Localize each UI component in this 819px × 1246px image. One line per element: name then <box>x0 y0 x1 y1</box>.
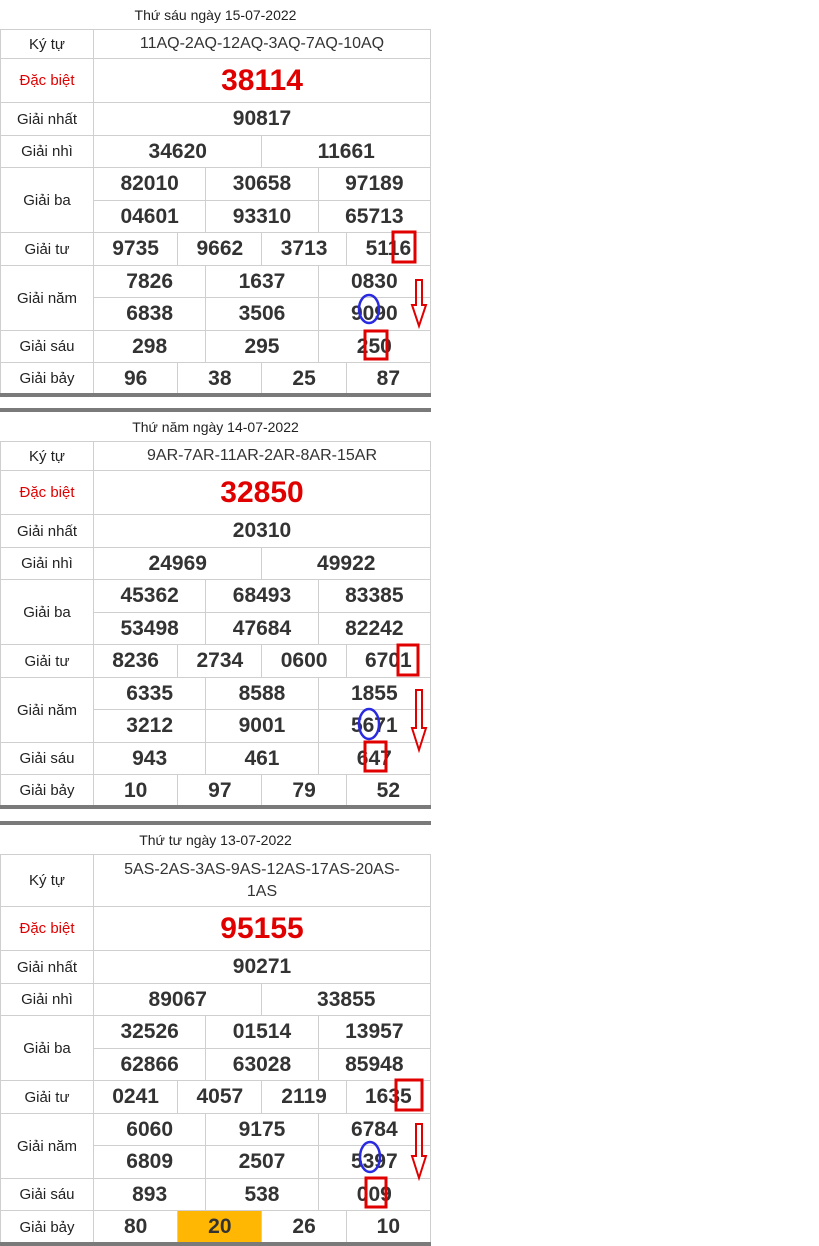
giai-ba-label: Giải ba <box>1 168 94 233</box>
giai-sau-label: Giải sáu <box>1 743 94 775</box>
giai-nhi-value: 34620 <box>94 136 262 168</box>
ky-tu-value: 11AQ-2AQ-12AQ-3AQ-7AQ-10AQ <box>94 30 431 59</box>
giai-nam-value: 9175 <box>206 1114 318 1146</box>
giai-bay-value: 96 <box>94 363 178 395</box>
giai-sau-value: 943 <box>94 743 206 775</box>
giai-nam-value: 6838 <box>94 298 206 331</box>
giai-tu-value: 3713 <box>262 233 346 266</box>
giai-tu-value: 4057 <box>178 1081 262 1114</box>
giai-ba-value: 04601 <box>94 201 206 233</box>
giai-ba-value: 68493 <box>206 580 318 613</box>
giai-nhi-value: 11661 <box>262 136 431 168</box>
giai-nhat-value: 90271 <box>94 951 431 984</box>
giai-sau-value: 298 <box>94 331 206 363</box>
giai-nhat-label: Giải nhất <box>1 951 94 984</box>
giai-ba-value: 82242 <box>318 613 430 645</box>
giai-nam-label: Giải năm <box>1 678 94 743</box>
giai-nhi-label: Giải nhì <box>1 136 94 168</box>
giai-bay-value: 97 <box>178 775 262 807</box>
draw-block-3 <box>0 825 431 1246</box>
giai-tu-label: Giải tư <box>1 1081 94 1114</box>
giai-sau-value: 647 <box>318 743 430 775</box>
giai-nam-value: 1637 <box>206 266 318 298</box>
giai-tu-label: Giải tư <box>1 233 94 266</box>
giai-tu-value: 2734 <box>178 645 262 678</box>
results-table <box>0 29 431 395</box>
giai-ba-value: 45362 <box>94 580 206 613</box>
giai-ba-value: 85948 <box>318 1049 430 1081</box>
giai-ba-value: 97189 <box>318 168 430 201</box>
giai-nam-value: 7826 <box>94 266 206 298</box>
giai-nhi-value: 89067 <box>94 984 262 1016</box>
giai-nhat-value: 90817 <box>94 103 431 136</box>
giai-ba-value: 30658 <box>206 168 318 201</box>
giai-ba-value: 82010 <box>94 168 206 201</box>
giai-sau-value: 250 <box>318 331 430 363</box>
giai-ba-value: 47684 <box>206 613 318 645</box>
results-table <box>0 441 431 807</box>
giai-nam-value: 0830 <box>318 266 430 298</box>
ky-tu-value: 9AR-7AR-11AR-2AR-8AR-15AR <box>94 442 431 471</box>
giai-tu-value: 0600 <box>262 645 346 678</box>
giai-ba-label: Giải ba <box>1 1016 94 1081</box>
ky-tu-value <box>94 855 431 907</box>
giai-tu-value: 9735 <box>94 233 178 266</box>
draw-header: Thứ năm ngày 14-07-2022 <box>132 418 299 435</box>
dac-biet-value: 95155 <box>94 907 431 951</box>
giai-nam-value: 8588 <box>206 678 318 710</box>
giai-bay-value: 87 <box>346 363 430 395</box>
giai-nam-label: Giải năm <box>1 266 94 331</box>
giai-nam-value: 5397 <box>318 1146 430 1179</box>
giai-bay-value: 80 <box>94 1211 178 1244</box>
giai-tu-value: 0241 <box>94 1081 178 1114</box>
giai-nam-value: 5671 <box>318 710 430 743</box>
ky-tu-label: Ký tự <box>1 30 94 59</box>
giai-nam-value: 2507 <box>206 1146 318 1179</box>
giai-bay-value: 26 <box>262 1211 346 1244</box>
giai-nhi-value: 33855 <box>262 984 431 1016</box>
giai-sau-value: 538 <box>206 1179 318 1211</box>
giai-ba-value: 63028 <box>206 1049 318 1081</box>
giai-sau-label: Giải sáu <box>1 331 94 363</box>
giai-tu-value: 9662 <box>178 233 262 266</box>
giai-ba-value: 62866 <box>94 1049 206 1081</box>
giai-nhat-label: Giải nhất <box>1 103 94 136</box>
giai-ba-value: 65713 <box>318 201 430 233</box>
dac-biet-label: Đặc biệt <box>1 59 94 103</box>
draw-block-1 <box>0 0 431 398</box>
giai-nam-value: 6809 <box>94 1146 206 1179</box>
giai-bay-label: Giải bảy <box>1 363 94 395</box>
giai-sau-label: Giải sáu <box>1 1179 94 1211</box>
ky-tu-label: Ký tự <box>1 855 94 907</box>
giai-ba-value: 93310 <box>206 201 318 233</box>
giai-ba-value: 83385 <box>318 580 430 613</box>
dac-biet-label: Đặc biệt <box>1 907 94 951</box>
giai-tu-label: Giải tư <box>1 645 94 678</box>
giai-bay-value-highlighted: 20 <box>178 1211 262 1244</box>
giai-sau-value: 461 <box>206 743 318 775</box>
giai-nhi-value: 24969 <box>94 548 262 580</box>
giai-ba-value: 01514 <box>206 1016 318 1049</box>
ky-tu-label: Ký tự <box>1 442 94 471</box>
dac-biet-value: 32850 <box>94 471 431 515</box>
giai-bay-value: 10 <box>94 775 178 807</box>
ky-tu-text: 5AS-2AS-3AS-9AS-12AS-17AS-20AS-1AS <box>124 860 400 900</box>
giai-tu-value: 8236 <box>94 645 178 678</box>
giai-nam-value: 9001 <box>206 710 318 743</box>
dac-biet-label: Đặc biệt <box>1 471 94 515</box>
giai-bay-value: 52 <box>346 775 430 807</box>
giai-bay-label: Giải bảy <box>1 1211 94 1244</box>
giai-tu-value: 5116 <box>346 233 430 266</box>
giai-bay-label: Giải bảy <box>1 775 94 807</box>
giai-nam-value: 9090 <box>318 298 430 331</box>
section-divider <box>0 393 431 397</box>
giai-tu-value: 2119 <box>262 1081 346 1114</box>
giai-nam-value: 6784 <box>318 1114 430 1146</box>
section-divider <box>0 805 431 809</box>
giai-nam-value: 3212 <box>94 710 206 743</box>
giai-tu-value: 6701 <box>346 645 430 678</box>
giai-nam-value: 6060 <box>94 1114 206 1146</box>
draw-header: Thứ tư ngày 13-07-2022 <box>139 831 292 848</box>
giai-nhi-label: Giải nhì <box>1 984 94 1016</box>
giai-nam-label: Giải năm <box>1 1114 94 1179</box>
giai-sau-value: 009 <box>318 1179 430 1211</box>
giai-bay-value: 25 <box>262 363 346 395</box>
giai-bay-value: 10 <box>346 1211 430 1244</box>
giai-sau-value: 295 <box>206 331 318 363</box>
draw-block-2 <box>0 412 431 810</box>
draw-header: Thứ sáu ngày 15-07-2022 <box>134 6 297 23</box>
giai-nam-value: 1855 <box>318 678 430 710</box>
giai-nhat-value: 20310 <box>94 515 431 548</box>
dac-biet-value: 38114 <box>94 59 431 103</box>
giai-bay-value: 38 <box>178 363 262 395</box>
giai-nhat-label: Giải nhất <box>1 515 94 548</box>
giai-tu-value: 1635 <box>346 1081 430 1114</box>
giai-nam-value: 6335 <box>94 678 206 710</box>
giai-nhi-value: 49922 <box>262 548 431 580</box>
section-divider <box>0 1242 431 1246</box>
giai-nhi-label: Giải nhì <box>1 548 94 580</box>
giai-ba-value: 32526 <box>94 1016 206 1049</box>
results-table <box>0 854 431 1244</box>
giai-ba-label: Giải ba <box>1 580 94 645</box>
giai-ba-value: 13957 <box>318 1016 430 1049</box>
giai-sau-value: 893 <box>94 1179 206 1211</box>
giai-bay-value: 79 <box>262 775 346 807</box>
giai-ba-value: 53498 <box>94 613 206 645</box>
giai-nam-value: 3506 <box>206 298 318 331</box>
